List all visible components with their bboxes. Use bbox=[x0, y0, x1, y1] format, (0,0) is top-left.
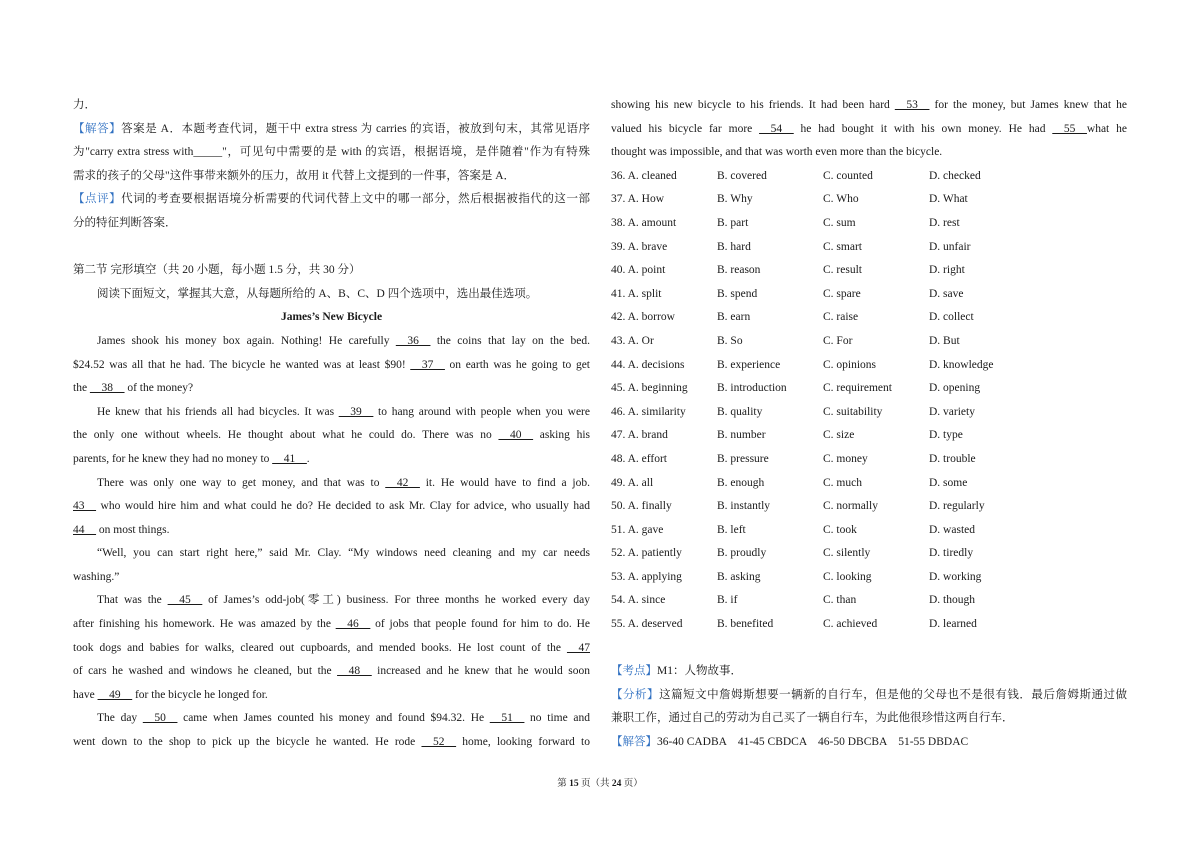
option-a: 43. A. Or bbox=[611, 334, 654, 347]
option-row bbox=[611, 542, 1127, 566]
solution-line: 【解答】36-40 CADBA 41-45 CBDCA 46-50 DBCBA 51-55 DBDAC bbox=[611, 736, 969, 749]
kaodian-tag: 【考点】 bbox=[611, 665, 657, 678]
option-c: C. raise bbox=[823, 311, 859, 324]
option-c: C. opinions bbox=[823, 358, 877, 371]
option-c: C. suitability bbox=[823, 405, 883, 418]
option-b: B. quality bbox=[717, 405, 763, 418]
option-row bbox=[611, 472, 1127, 496]
option-a: 52. A. patiently bbox=[611, 547, 682, 560]
option-row bbox=[611, 212, 1127, 236]
option-c: C. Who bbox=[823, 193, 859, 206]
option-d: D. working bbox=[929, 570, 982, 583]
comment-tag: 【点评】 bbox=[73, 193, 122, 206]
blank-52: __52__ bbox=[421, 736, 457, 749]
option-d: D. type bbox=[929, 429, 963, 442]
option-d: D. opening bbox=[929, 382, 981, 395]
section-heading: 第二节 完形填空（共 20 小题，每小题 1.5 分，共 30 分） bbox=[73, 264, 361, 277]
option-d: D. save bbox=[929, 287, 964, 300]
passage-line: the __38__ of the money? bbox=[73, 382, 194, 395]
blank-38: __38__ bbox=[89, 382, 125, 395]
option-row bbox=[611, 377, 1127, 401]
option-a: 54. A. since bbox=[611, 594, 666, 607]
option-b: B. Why bbox=[717, 193, 753, 206]
blank-51: __51__ bbox=[489, 712, 525, 725]
option-c: C. normally bbox=[823, 500, 878, 513]
blank-47: __47 bbox=[567, 641, 590, 654]
blank-41: __41__ bbox=[272, 452, 307, 465]
option-d: D. trouble bbox=[929, 452, 976, 465]
option-b: B. part bbox=[717, 216, 749, 229]
option-d: D. though bbox=[929, 594, 975, 607]
option-b: B. reason bbox=[717, 264, 761, 277]
option-row bbox=[611, 401, 1127, 425]
option-d: D. regularly bbox=[929, 500, 985, 513]
option-d: D. But bbox=[929, 334, 960, 347]
option-c: C. For bbox=[823, 334, 853, 347]
option-b: B. enough bbox=[717, 476, 765, 489]
option-a: 41. A. split bbox=[611, 287, 662, 300]
option-b: B. pressure bbox=[717, 452, 769, 465]
answer-line: 为"carry extra stress with_____"，可见句中需要的是 with 的宾语，根据语境，是伴随着"作为有特殊 bbox=[73, 146, 590, 159]
option-c: C. took bbox=[823, 523, 857, 536]
answer-line: 需求的孩子的父母"这件事带来额外的压力，故用 it 代替上文提到的一件事，答案是 A． bbox=[73, 169, 516, 182]
option-a: 45. A. beginning bbox=[611, 382, 688, 395]
option-a: 53. A. applying bbox=[611, 570, 682, 583]
blank-43: 43__ bbox=[73, 500, 96, 513]
option-d: D. wasted bbox=[929, 523, 975, 536]
analysis-line: 兼职工作，通过自己的劳动为自己买了一辆自行车，为此他很珍惜这两自行车． bbox=[611, 712, 1014, 725]
option-c: C. requirement bbox=[823, 382, 892, 395]
option-row bbox=[611, 448, 1127, 472]
passage-line: the only one without wheels. He thought about what he could do. There was no __40__ asking his bbox=[73, 429, 590, 442]
page-footer: 第 15 页（共 24 页） bbox=[557, 779, 643, 789]
text-line: 力． bbox=[73, 99, 96, 111]
passage-title: James’s New Bicycle bbox=[280, 311, 383, 324]
option-b: B. covered bbox=[717, 169, 767, 182]
answer-tag: 【解答】 bbox=[73, 122, 122, 135]
option-c: C. counted bbox=[823, 169, 873, 182]
passage-line: There was only one way to get money, and that was to __42__ it. He would have to find a job. bbox=[97, 476, 590, 489]
passage-line: washing.” bbox=[73, 570, 120, 583]
option-b: B. earn bbox=[717, 311, 751, 324]
option-row bbox=[611, 330, 1127, 354]
option-row bbox=[611, 259, 1127, 283]
passage-line: $24.52 was all that he had. The bicycle he wanted was at least $90! __37__ on earth was he going to get bbox=[73, 358, 590, 371]
option-c: C. size bbox=[823, 429, 855, 442]
option-a: 44. A. decisions bbox=[611, 358, 685, 371]
option-b: B. spend bbox=[717, 287, 758, 300]
option-a: 38. A. amount bbox=[611, 216, 677, 229]
instruction: 阅读下面短文，掌握其大意，从每题所给的 A、B、C、D 四个选项中，选出最佳选项。 bbox=[97, 287, 538, 300]
option-row bbox=[611, 306, 1127, 330]
option-d: D. learned bbox=[929, 618, 977, 631]
passage-line: went down to the shop to pick up the bicycle he wanted. He rode __52__ home, looking forward to bbox=[73, 736, 590, 749]
option-c: C. looking bbox=[823, 570, 872, 583]
option-c: C. spare bbox=[823, 287, 861, 300]
analysis-tag: 【分析】 bbox=[611, 688, 660, 701]
left-column bbox=[73, 94, 590, 755]
passage-line: have __49__ for the bicycle he longed for. bbox=[73, 688, 268, 701]
option-row bbox=[611, 495, 1127, 519]
option-d: D. What bbox=[929, 193, 968, 206]
option-b: B. hard bbox=[717, 240, 751, 253]
passage-line: He knew that his friends all had bicycles. It was __39__ to hang around with people when you were bbox=[97, 405, 590, 418]
passage-line: thought was impossible, and that was worth even more than the bicycle. bbox=[611, 146, 943, 159]
blank-42: __42__ bbox=[385, 476, 420, 489]
solution-tag: 【解答】 bbox=[611, 736, 657, 749]
option-c: C. sum bbox=[823, 216, 856, 229]
option-c: C. money bbox=[823, 452, 868, 465]
passage-line: “Well, you can start right here,” said Mr. Clay. “My windows need cleaning and my car needs bbox=[97, 547, 590, 560]
option-b: B. So bbox=[717, 334, 743, 347]
comment-line: 【点评】代词的考查要根据语境分析需要的代词代替上文中的哪一部分，然后根据被指代的这一部 bbox=[73, 193, 590, 206]
blank-37: __37__ bbox=[410, 358, 445, 371]
option-b: B. introduction bbox=[717, 382, 787, 395]
option-a: 55. A. deserved bbox=[611, 618, 683, 631]
page-total: 24 bbox=[611, 779, 622, 789]
option-d: D. rest bbox=[929, 216, 960, 229]
option-row bbox=[611, 613, 1127, 637]
option-a: 48. A. effort bbox=[611, 452, 668, 465]
passage-line: of cars he washed and windows he cleaned, but the __48__ increased and he knew that he would soon bbox=[73, 665, 590, 678]
blank-49: __49__ bbox=[97, 688, 133, 701]
option-b: B. experience bbox=[717, 358, 781, 371]
option-a: 39. A. brave bbox=[611, 240, 668, 253]
option-row bbox=[611, 424, 1127, 448]
option-a: 51. A. gave bbox=[611, 523, 664, 536]
passage-line: That was the __45__ of James’s odd-job(零工) business. For three months he worked every day bbox=[97, 594, 590, 607]
blank-53: __53__ bbox=[894, 99, 930, 111]
blank-44: 44__ bbox=[73, 523, 96, 536]
passage-line: took dogs and babies for walks, cleared out cupboards, and mended books. He lost count of the __47 bbox=[73, 641, 590, 654]
option-c: C. much bbox=[823, 476, 862, 489]
options-list bbox=[611, 165, 1127, 637]
blank-54: __54__ bbox=[759, 122, 794, 135]
option-c: C. achieved bbox=[823, 618, 878, 631]
passage-line: showing his new bicycle to his friends. It had been hard __53__ for the money, but James knew that he bbox=[611, 99, 1127, 111]
option-a: 42. A. borrow bbox=[611, 311, 675, 324]
option-d: D. unfair bbox=[929, 240, 971, 253]
passage-line: 43__ who would hire him and what could he do? He decided to ask Mr. Clay for advice, who usually had bbox=[73, 500, 590, 513]
option-c: C. smart bbox=[823, 240, 862, 253]
option-c: C. result bbox=[823, 264, 862, 277]
passage-line: parents, for he knew they had no money to __41__. bbox=[73, 452, 310, 465]
page-number: 15 bbox=[569, 779, 579, 789]
blank-50: __50__ bbox=[142, 712, 178, 725]
option-a: 40. A. point bbox=[611, 264, 666, 277]
option-row bbox=[611, 165, 1127, 189]
blank-36: __36__ bbox=[395, 334, 431, 347]
option-a: 49. A. all bbox=[611, 476, 654, 489]
option-a: 37. A. How bbox=[611, 193, 665, 206]
passage-line: The day __50__ came when James counted his money and found $94.32. He __51__ no time and bbox=[97, 712, 590, 725]
passage-line: valued his bicycle far more __54__ he had bought it with his own money. He had __55__what he bbox=[611, 122, 1127, 135]
option-c: C. silently bbox=[823, 547, 871, 560]
option-d: D. some bbox=[929, 476, 968, 489]
option-b: B. instantly bbox=[717, 500, 771, 513]
option-b: B. proudly bbox=[717, 547, 767, 560]
blank-40: __40__ bbox=[498, 429, 534, 442]
option-d: D. variety bbox=[929, 405, 975, 418]
option-row bbox=[611, 354, 1127, 378]
blank-48: __48__ bbox=[337, 665, 372, 678]
option-b: B. benefited bbox=[717, 618, 774, 631]
option-row bbox=[611, 589, 1127, 613]
option-row bbox=[611, 283, 1127, 307]
option-row bbox=[611, 236, 1127, 260]
passage-line: 44__ on most things. bbox=[73, 523, 170, 536]
right-column bbox=[611, 94, 1127, 755]
passage-line: after finishing his homework. He was amazed by the __46__ of jobs that people found for him to do. He bbox=[73, 618, 590, 631]
blank-39: __39__ bbox=[338, 405, 374, 418]
option-b: B. asking bbox=[717, 570, 761, 583]
option-b: B. if bbox=[717, 594, 738, 607]
option-d: D. tiredly bbox=[929, 547, 974, 560]
analysis-line: 【分析】这篇短文中詹姆斯想要一辆新的自行车，但是他的父母也不是很有钱．最后詹姆斯通过做 bbox=[611, 688, 1127, 701]
option-row bbox=[611, 188, 1127, 212]
blank-55: __55__ bbox=[1052, 122, 1087, 135]
option-a: 46. A. similarity bbox=[611, 405, 686, 418]
comment-line: 分的特征判断答案． bbox=[73, 216, 177, 229]
option-a: 36. A. cleaned bbox=[611, 169, 677, 182]
answer-line: 【解答】答案是 A．本题考查代词，题干中 extra stress 为 carries 的宾语，被放到句末，其常见语序 bbox=[73, 122, 590, 135]
option-d: D. knowledge bbox=[929, 358, 994, 371]
option-a: 50. A. finally bbox=[611, 500, 672, 513]
option-row bbox=[611, 566, 1127, 590]
option-d: D. right bbox=[929, 264, 965, 277]
option-d: D. checked bbox=[929, 169, 981, 182]
option-a: 47. A. brand bbox=[611, 429, 668, 442]
option-b: B. number bbox=[717, 429, 766, 442]
option-b: B. left bbox=[717, 523, 746, 536]
option-d: D. collect bbox=[929, 311, 974, 324]
blank-46: __46__ bbox=[335, 618, 371, 631]
blank-45: __45__ bbox=[167, 594, 203, 607]
passage-line: James shook his money box again. Nothing! He carefully __36__ the coins that lay on the bed. bbox=[97, 334, 590, 347]
option-c: C. than bbox=[823, 594, 857, 607]
kaodian-line: 【考点】M1：人物故事． bbox=[611, 665, 742, 678]
option-row bbox=[611, 519, 1127, 543]
